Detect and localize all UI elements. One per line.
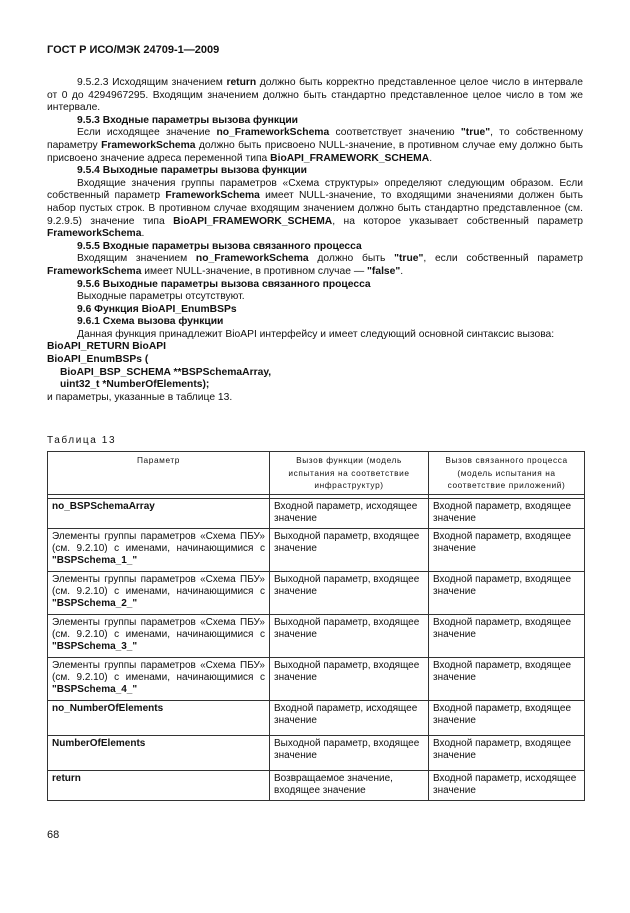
text: соответствует значению bbox=[329, 127, 461, 139]
text: Входящим значением bbox=[77, 253, 196, 265]
text-bold: FrameworkSchema bbox=[47, 228, 142, 240]
text-bold: "true" bbox=[394, 253, 424, 265]
document-body bbox=[47, 77, 583, 404]
text-bold: return bbox=[226, 77, 257, 88]
function-call-cell: Выходной параметр, входящее значение bbox=[270, 528, 429, 571]
text: 9.5.2.3 Исходящим значением bbox=[77, 77, 227, 88]
heading-9-6-1 bbox=[47, 316, 583, 329]
linked-process-cell: Входной параметр, входящее значение bbox=[429, 657, 585, 700]
function-call-cell: Входной параметр, исходящее значение bbox=[270, 498, 429, 528]
paragraph-9-5-2-3 bbox=[47, 77, 583, 115]
text-bold: "BSPSchema_2_" bbox=[52, 598, 138, 610]
code-line: BioAPI_RETURN BioAPI bbox=[47, 341, 166, 353]
table-row bbox=[48, 700, 585, 735]
text: . bbox=[400, 265, 404, 277]
linked-process-cell: Входной параметр, входящее значение bbox=[429, 528, 585, 571]
text-bold: NumberOfElements bbox=[52, 737, 146, 749]
text-bold: no_FrameworkSchema bbox=[216, 127, 330, 139]
text: Элементы группы параметров «Схема ПБУ» (см. 9.2.10) с именами, начинающимися с bbox=[52, 530, 265, 554]
table-row bbox=[48, 770, 585, 800]
param-cell bbox=[48, 735, 270, 770]
param-cell bbox=[48, 770, 270, 800]
text: Элементы группы параметров «Схема ПБУ» (см. 9.2.10) с именами, начинающимися с bbox=[52, 659, 265, 683]
heading-text: 9.5.4 Выходные параметры вызова функции bbox=[77, 165, 307, 177]
text-bold: FrameworkSchema bbox=[165, 190, 260, 202]
function-call-cell: Выходной параметр, входящее значение bbox=[270, 614, 429, 657]
linked-process-cell: Входной параметр, входящее значение bbox=[429, 498, 585, 528]
text-bold: no_FrameworkSchema bbox=[195, 253, 309, 265]
param-cell bbox=[48, 614, 270, 657]
text-bold: BioAPI_FRAMEWORK_SCHEMA bbox=[270, 152, 430, 164]
heading-text: 9.6 Функция BioAPI_EnumBSPs bbox=[77, 303, 237, 315]
heading-9-5-5 bbox=[47, 241, 583, 254]
text-bold: FrameworkSchema bbox=[47, 265, 142, 277]
column-header-function-call: Вызов функции (модель испытания на соответствие инфраструктур) bbox=[270, 452, 429, 495]
table-row bbox=[48, 735, 585, 770]
text: , на которое указывает собственный параметр bbox=[332, 215, 584, 227]
text-bold: "BSPSchema_4_" bbox=[52, 684, 138, 696]
heading-text: 9.5.3 Входные параметры вызова функции bbox=[77, 114, 299, 126]
text-bold: "BSPSchema_1_" bbox=[52, 555, 138, 567]
param-cell bbox=[48, 498, 270, 528]
heading-9-6 bbox=[47, 304, 583, 317]
param-cell bbox=[48, 700, 270, 735]
table-row bbox=[48, 528, 585, 571]
text-bold: no_BSPSchemaArray bbox=[52, 500, 155, 512]
text: Входящие значения группы параметров «Схема структуры» определяют следующим образом. Если собственный параметр bbox=[47, 177, 583, 202]
text-bold: BioAPI_FRAMEWORK_SCHEMA bbox=[173, 215, 333, 227]
text: . bbox=[429, 152, 433, 164]
text: . bbox=[141, 228, 145, 240]
function-call-cell: Возвращаемое значение, входящее значение bbox=[270, 770, 429, 800]
text-bold: "false" bbox=[367, 265, 401, 277]
paragraph-9-5-5 bbox=[47, 253, 583, 278]
column-header-parameter: Параметр bbox=[48, 452, 270, 495]
function-call-cell: Выходной параметр, входящее значение bbox=[270, 735, 429, 770]
function-call-cell: Выходной параметр, входящее значение bbox=[270, 657, 429, 700]
column-header-linked-process-call: Вызов связанного процесса (модель испытания на соответствие приложений) bbox=[429, 452, 585, 495]
paragraph-9-5-4 bbox=[47, 178, 583, 241]
table-row bbox=[48, 614, 585, 657]
parameters-table bbox=[47, 451, 585, 801]
linked-process-cell: Входной параметр, входящее значение bbox=[429, 571, 585, 614]
code-line: BioAPI_EnumBSPs ( bbox=[47, 354, 149, 366]
param-cell bbox=[48, 657, 270, 700]
text-bold: FrameworkSchema bbox=[101, 139, 196, 151]
table-caption: Таблица 13 bbox=[47, 435, 117, 446]
table-row bbox=[48, 571, 585, 614]
text: , если собственный параметр bbox=[423, 253, 583, 265]
paragraph-9-5-6: Выходные параметры отсутствуют. bbox=[77, 291, 245, 303]
linked-process-cell: Входной параметр, входящее значение bbox=[429, 700, 585, 735]
param-cell bbox=[48, 571, 270, 614]
text: должно быть корректно представленное целое число в интервале от 0 до 4294967295. Входящим значением должно быть стандартно представленное целое число в том же интервале. bbox=[47, 77, 583, 114]
linked-process-cell: Входной параметр, исходящее значение bbox=[429, 770, 585, 800]
text: Элементы группы параметров «Схема ПБУ» (см. 9.2.10) с именами, начинающимися с bbox=[52, 616, 265, 640]
linked-process-cell: Входной параметр, входящее значение bbox=[429, 614, 585, 657]
text: Если исходящее значение bbox=[77, 127, 217, 139]
text-bold: no_NumberOfElements bbox=[52, 702, 164, 714]
table-row bbox=[48, 498, 585, 528]
heading-9-5-6 bbox=[47, 279, 583, 292]
page-number: 68 bbox=[47, 829, 60, 841]
text: имеет NULL-значение, то входящими значениями должен быть набор пустых строк. В противном случае входящим значением должно быть стандартно представленное (см. 9.2.9.5) значение типа bbox=[47, 190, 583, 227]
text: , то собственному параметру bbox=[47, 127, 584, 151]
code-line: BioAPI_BSP_SCHEMA **BSPSchemaArray, bbox=[60, 366, 272, 378]
paragraph-9-5-3 bbox=[47, 127, 583, 165]
text: должно быть присвоено NULL-значение, в противном случае ему должно быть присвоено значение адреса переменной типа bbox=[47, 139, 583, 164]
code-line: uint32_t *NumberOfElements); bbox=[60, 379, 210, 391]
heading-9-5-3 bbox=[47, 115, 583, 128]
table-row bbox=[48, 657, 585, 700]
param-cell bbox=[48, 528, 270, 571]
paragraph-9-6-1: Данная функция принадлежит BioAPI интерфейсу и имеет следующий основной синтаксис вызова: bbox=[77, 328, 555, 340]
text: имеет NULL-значение, в противном случае — bbox=[141, 265, 368, 277]
function-call-cell: Входной параметр, исходящее значение bbox=[270, 700, 429, 735]
heading-text: 9.5.6 Выходные параметры вызова связанного процесса bbox=[77, 278, 371, 290]
text: Элементы группы параметров «Схема ПБУ» (см. 9.2.10) с именами, начинающимися с bbox=[52, 573, 265, 597]
text-bold: return bbox=[52, 772, 81, 784]
heading-text: 9.6.1 Схема вызова функции bbox=[77, 316, 224, 328]
heading-text: 9.5.5 Входные параметры вызова связанного процесса bbox=[77, 240, 362, 252]
text: должно быть bbox=[308, 253, 395, 265]
table-header-row bbox=[48, 452, 585, 495]
text-bold: "true" bbox=[460, 127, 491, 139]
linked-process-cell: Входной параметр, входящее значение bbox=[429, 735, 585, 770]
paragraph-after-code: и параметры, указанные в таблице 13. bbox=[47, 391, 233, 403]
function-call-cell: Выходной параметр, входящее значение bbox=[270, 571, 429, 614]
document-header: ГОСТ Р ИСО/МЭК 24709-1—2009 bbox=[47, 44, 220, 56]
text-bold: "BSPSchema_3_" bbox=[52, 641, 138, 653]
heading-9-5-4 bbox=[47, 165, 583, 178]
